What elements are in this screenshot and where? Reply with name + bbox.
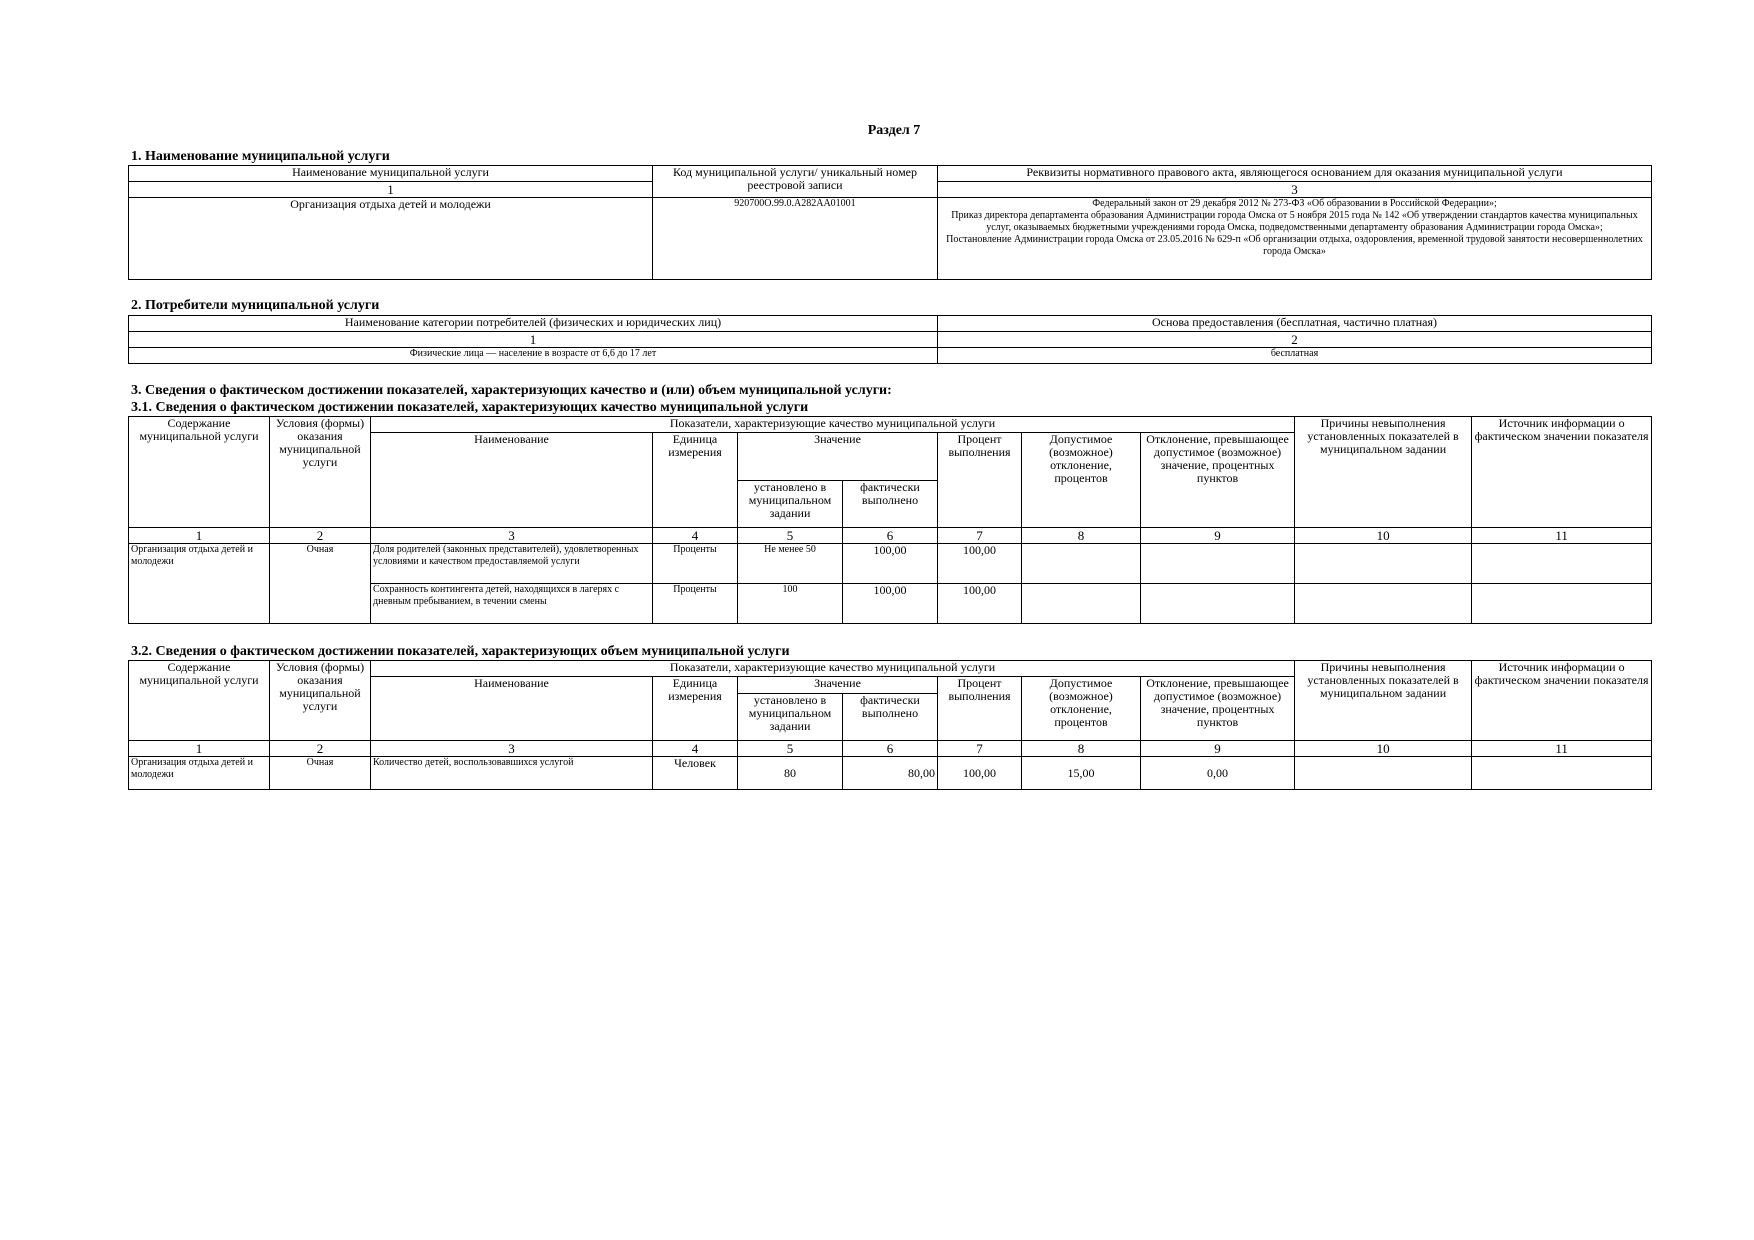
header-allowed-deviation: Допустимое (возможное) отклонение, процентов — [1022, 677, 1141, 741]
col-number: 2 — [270, 528, 371, 544]
header-unit: Единица измерения — [653, 677, 738, 741]
header-indicator-name: Наименование — [371, 677, 653, 741]
col-number: 11 — [1472, 741, 1652, 757]
header-planned: установлено в муниципальном задании — [738, 694, 843, 741]
col-number: 8 — [1022, 528, 1141, 544]
actual-cell: 80,00 — [843, 757, 938, 790]
section2-title: 2. Потребители муниципальной услуги — [131, 298, 380, 313]
col-number: 9 — [1141, 528, 1295, 544]
col-number: 3 — [371, 741, 653, 757]
header-reasons: Причины невыполнения установленных показателей в муниципальном задании — [1295, 661, 1472, 741]
consumer-category-cell: Физические лица — население в возрасте от 6,6 до 17 лет — [129, 348, 938, 364]
content-cell: Организация отдыха детей и молодежи — [129, 544, 270, 624]
table-row — [129, 544, 1652, 584]
col-number: 6 — [843, 741, 938, 757]
header-consumer-category: Наименование категории потребителей (физических и юридических лиц) — [129, 316, 938, 332]
header-source: Источник информации о фактическом значении показателя — [1472, 417, 1652, 528]
col-number: 7 — [938, 741, 1022, 757]
unit-cell: Проценты — [653, 544, 738, 584]
percent-cell: 100,00 — [938, 544, 1022, 584]
unit-cell: Человек — [653, 757, 738, 790]
provision-basis-cell: бесплатная — [938, 348, 1652, 364]
page-title: Раздел 7 — [867, 123, 921, 138]
col-number: 6 — [843, 528, 938, 544]
allowed-deviation-cell: 15,00 — [1022, 757, 1141, 790]
header-indicator-name: Наименование — [371, 433, 653, 528]
table-row — [129, 757, 1652, 790]
header-legal-act: Реквизиты нормативного правового акта, являющегося основанием для оказания муниципальной услуги — [938, 166, 1652, 182]
header-indicators: Показатели, характеризующие качество муниципальной услуги — [371, 417, 1295, 433]
section32-title: 3.2. Сведения о фактическом достижении показателей, характеризующих объем муниципальной услуги — [131, 644, 790, 659]
planned-cell: Не менее 50 — [738, 544, 843, 584]
excess-deviation-cell — [1141, 544, 1295, 584]
excess-deviation-cell — [1141, 584, 1295, 624]
col-number: 5 — [738, 741, 843, 757]
header-content: Содержание муниципальной услуги — [129, 661, 270, 741]
allowed-deviation-cell — [1022, 584, 1141, 624]
percent-cell: 100,00 — [938, 757, 1022, 790]
unit-cell: Проценты — [653, 584, 738, 624]
source-cell — [1472, 757, 1652, 790]
actual-cell: 100,00 — [843, 584, 938, 624]
consumers-table — [128, 315, 1652, 364]
actual-cell: 100,00 — [843, 544, 938, 584]
conditions-cell: Очная — [270, 544, 371, 624]
col-number: 1 — [129, 182, 653, 198]
col-number: 1 — [129, 528, 270, 544]
quality-indicators-table — [128, 416, 1652, 624]
col-number: 11 — [1472, 528, 1652, 544]
header-percent: Процент выполнения — [938, 677, 1022, 741]
col-number: 4 — [653, 741, 738, 757]
service-code-cell: 920700О.99.0.А282АА01001 — [653, 198, 938, 280]
header-excess-deviation: Отклонение, превышающее допустимое (возможное) значение, процентных пунктов — [1141, 433, 1295, 528]
source-cell — [1472, 544, 1652, 584]
header-reasons: Причины невыполнения установленных показателей в муниципальном задании — [1295, 417, 1472, 528]
header-indicators: Показатели, характеризующие качество муниципальной услуги — [371, 661, 1295, 677]
col-number: 10 — [1295, 528, 1472, 544]
header-value: Значение — [738, 677, 938, 694]
col-number: 9 — [1141, 741, 1295, 757]
col-number: 3 — [938, 182, 1652, 198]
service-name-table — [128, 165, 1652, 280]
indicator-name-cell: Сохранность контингента детей, находящихся в лагерях с дневным пребыванием, в течении смены — [371, 584, 653, 624]
col-number: 1 — [129, 741, 270, 757]
header-planned: установлено в муниципальном задании — [738, 481, 843, 528]
header-actual: фактически выполнено — [843, 694, 938, 741]
conditions-cell: Очная — [270, 757, 371, 790]
header-conditions: Условия (формы) оказания муниципальной услуги — [270, 417, 371, 528]
header-service-name: Наименование муниципальной услуги — [129, 166, 653, 182]
col-number: 3 — [371, 528, 653, 544]
header-allowed-deviation: Допустимое (возможное) отклонение, процентов — [1022, 433, 1141, 528]
content-cell: Организация отдыха детей и молодежи — [129, 757, 270, 790]
planned-cell: 100 — [738, 584, 843, 624]
planned-cell: 80 — [738, 757, 843, 790]
header-actual: фактически выполнено — [843, 481, 938, 528]
source-cell — [1472, 584, 1652, 624]
header-conditions: Условия (формы) оказания муниципальной услуги — [270, 661, 371, 741]
legal-acts-cell: Федеральный закон от 29 декабря 2012 № 273-ФЗ «Об образовании в Российской Федерации»; Приказ директора департамента образования Администрации города Омска от 5 ноября 2015 года № 142 «Об утверждении стандартов качества муниципальных услуг, оказываемых бюджетными учреждениями города Омска, подведомственными департаменту образования Администрации города Омска»; Постановление Администрации города Омска от 23.05.2016 № 629-п «Об организации отдыха, оздоровления, временной трудовой занятости несовершеннолетних города Омска» — [938, 198, 1652, 280]
indicator-name-cell: Количество детей, воспользовавшихся услугой — [371, 757, 653, 790]
volume-indicators-table — [128, 660, 1652, 790]
service-name-cell: Организация отдыха детей и молодежи — [129, 198, 653, 280]
col-number: 5 — [738, 528, 843, 544]
section31-title: 3.1. Сведения о фактическом достижении показателей, характеризующих качество муниципальной услуги — [131, 400, 809, 415]
header-provision-basis: Основа предоставления (бесплатная, частично платная) — [938, 316, 1652, 332]
header-content: Содержание муниципальной услуги — [129, 417, 270, 528]
col-number: 10 — [1295, 741, 1472, 757]
excess-deviation-cell: 0,00 — [1141, 757, 1295, 790]
section3-title: 3. Сведения о фактическом достижении показателей, характеризующих качество и (или) объем муниципальной услуги: — [131, 383, 892, 398]
header-value: Значение — [738, 433, 938, 481]
allowed-deviation-cell — [1022, 544, 1141, 584]
col-number: 2 — [270, 741, 371, 757]
reasons-cell — [1295, 544, 1472, 584]
indicator-name-cell: Доля родителей (законных представителей), удовлетворенных условиями и качеством предоставляемой услуги — [371, 544, 653, 584]
reasons-cell — [1295, 757, 1472, 790]
header-unit: Единица измерения — [653, 433, 738, 528]
header-service-code: Код муниципальной услуги/ уникальный номер реестровой записи — [653, 166, 938, 198]
col-number: 1 — [129, 332, 938, 348]
reasons-cell — [1295, 584, 1472, 624]
section1-title: 1. Наименование муниципальной услуги — [131, 149, 390, 164]
header-source: Источник информации о фактическом значении показателя — [1472, 661, 1652, 741]
col-number: 7 — [938, 528, 1022, 544]
col-number: 4 — [653, 528, 738, 544]
col-number: 2 — [938, 332, 1652, 348]
header-percent: Процент выполнения — [938, 433, 1022, 528]
header-excess-deviation: Отклонение, превышающее допустимое (возможное) значение, процентных пунктов — [1141, 677, 1295, 741]
percent-cell: 100,00 — [938, 584, 1022, 624]
col-number: 8 — [1022, 741, 1141, 757]
